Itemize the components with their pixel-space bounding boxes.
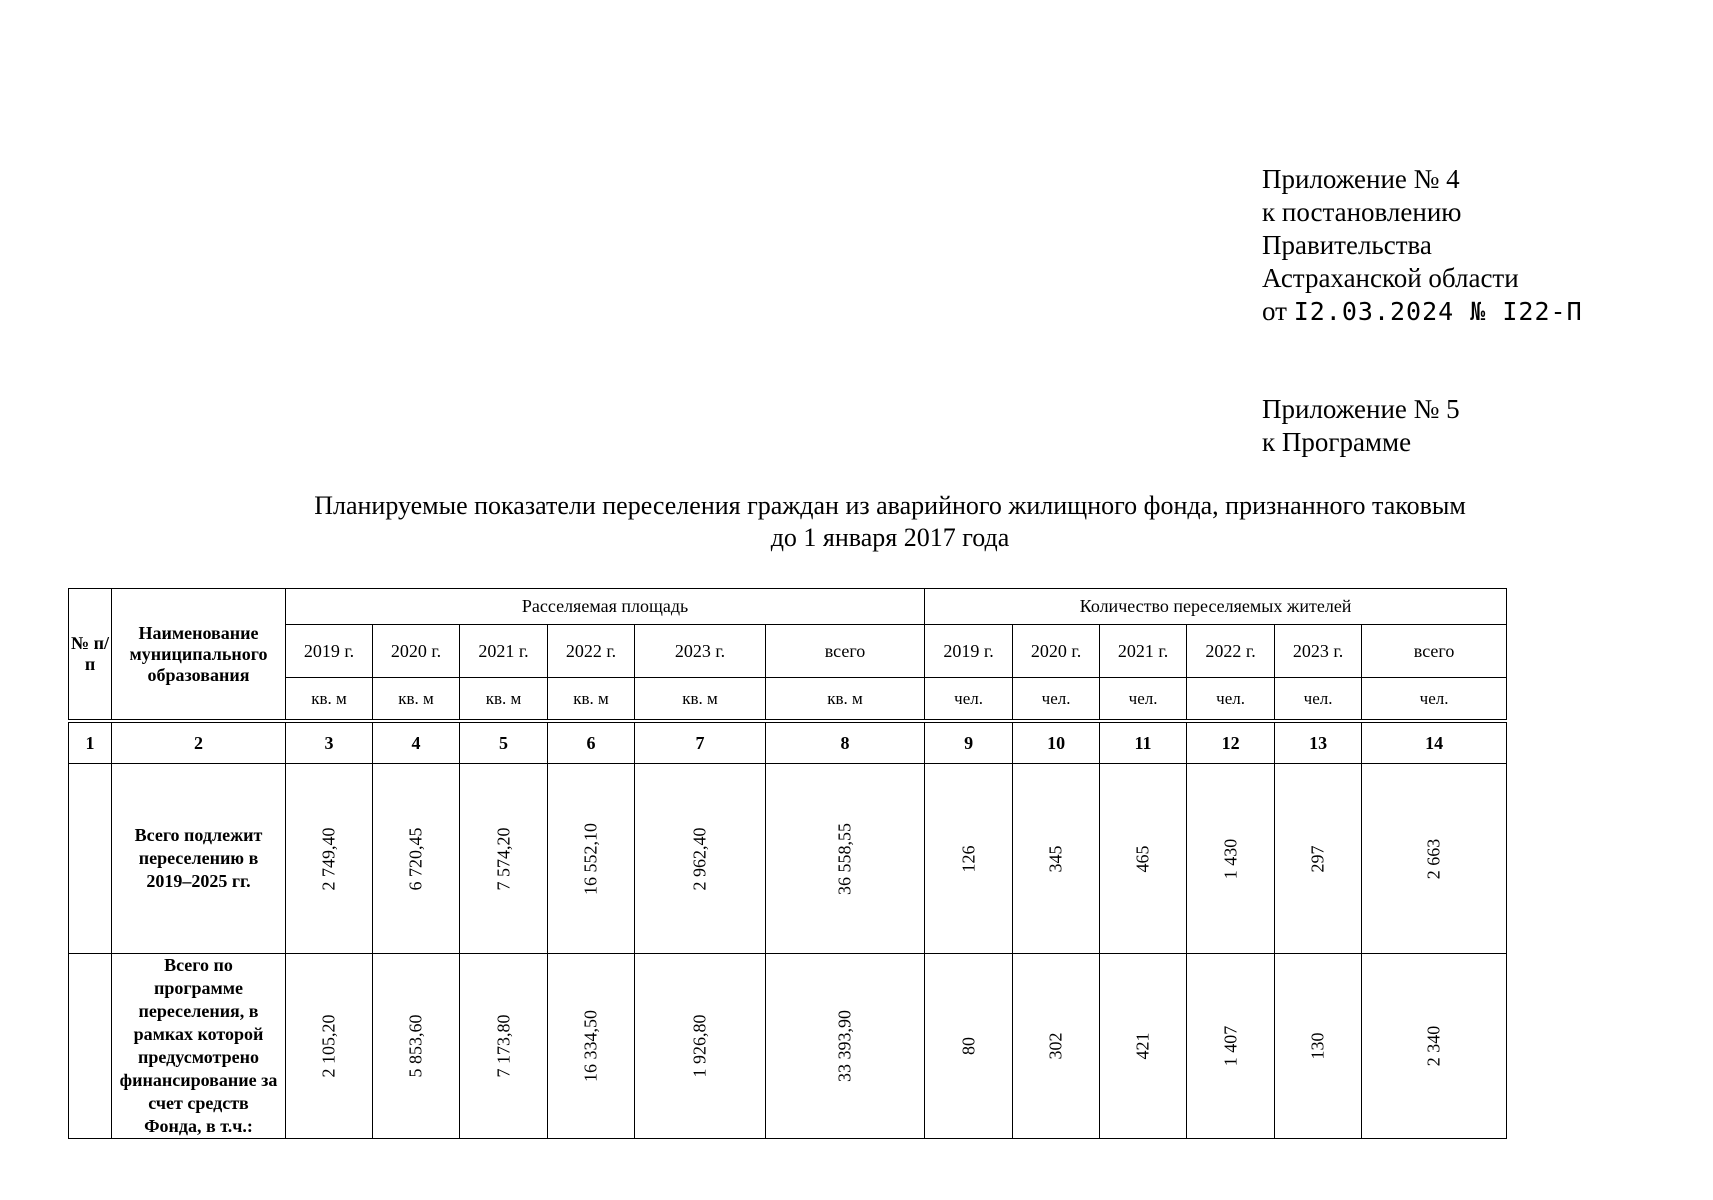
unit-area: кв. м xyxy=(373,678,460,722)
table-row xyxy=(69,954,1507,1139)
column-number: 7 xyxy=(635,721,766,764)
cell-value: 465 xyxy=(1132,845,1153,872)
annex-4-title: Приложение № 4 xyxy=(1262,164,1460,194)
table-cell xyxy=(925,954,1013,1139)
cell-value: 126 xyxy=(958,845,979,872)
table-cell xyxy=(1013,764,1100,954)
header-people-year: 2020 г. xyxy=(1013,625,1100,678)
column-number: 4 xyxy=(373,721,460,764)
cell-value: 1 926,80 xyxy=(689,1014,710,1078)
cell-value: 7 173,80 xyxy=(493,1014,513,1078)
unit-people: чел. xyxy=(1187,678,1275,722)
title-line-1: Планируемые показатели переселения граждан из аварийного жилищного фонда, признанного таковым xyxy=(314,491,1466,520)
cell-value: 297 xyxy=(1307,845,1328,872)
annex-4-line: Астраханской области xyxy=(1262,263,1519,293)
column-number: 3 xyxy=(286,721,373,764)
annex-5-title: Приложение № 5 xyxy=(1262,394,1460,424)
table-cell xyxy=(925,764,1013,954)
unit-area: кв. м xyxy=(286,678,373,722)
header-area-year: 2023 г. xyxy=(635,625,766,678)
annex-4-line: к постановлению xyxy=(1262,197,1462,227)
table-cell xyxy=(373,764,460,954)
table-cell xyxy=(460,764,548,954)
table-cell xyxy=(1100,954,1187,1139)
header-people-group: Количество переселяемых жителей xyxy=(925,589,1507,625)
table-cell xyxy=(1100,764,1187,954)
date-prefix: от xyxy=(1262,296,1287,326)
header-people-year: 2022 г. xyxy=(1187,625,1275,678)
cell-value: 16 552,10 xyxy=(580,822,601,895)
table-cell xyxy=(1275,954,1362,1139)
table-cell xyxy=(460,954,548,1139)
cell-value: 2 962,40 xyxy=(689,827,710,890)
column-number: 14 xyxy=(1362,721,1507,764)
column-number-row xyxy=(69,721,1507,764)
cell-value: 36 558,55 xyxy=(834,822,855,895)
unit-area: кв. м xyxy=(548,678,635,722)
column-number: 11 xyxy=(1100,721,1187,764)
column-number: 5 xyxy=(460,721,548,764)
cell-value: 80 xyxy=(958,1037,979,1055)
column-number: 6 xyxy=(548,721,635,764)
table-cell xyxy=(635,954,766,1139)
table-cell xyxy=(1275,764,1362,954)
cell-value: 2 663 xyxy=(1423,838,1444,879)
annex-4-block xyxy=(1262,163,1583,328)
table-cell xyxy=(766,764,925,954)
annex-4-date-line xyxy=(1262,295,1583,328)
table-cell xyxy=(373,954,460,1139)
column-number: 8 xyxy=(766,721,925,764)
title-line-2: до 1 января 2017 года xyxy=(770,523,1010,552)
table-cell xyxy=(286,954,373,1139)
header-people-total: всего xyxy=(1362,625,1507,678)
column-number: 2 xyxy=(112,721,286,764)
table-cell xyxy=(1362,954,1507,1139)
unit-area: кв. м xyxy=(460,678,548,722)
table-cell xyxy=(1362,764,1507,954)
header-people-year: 2019 г. xyxy=(925,625,1013,678)
table-cell xyxy=(1187,954,1275,1139)
cell-value: 421 xyxy=(1132,1032,1153,1060)
annex-4-line: Правительства xyxy=(1262,230,1432,260)
header-num: № п/п xyxy=(69,589,112,722)
cell-value: 16 334,50 xyxy=(580,1010,601,1082)
unit-people: чел. xyxy=(1100,678,1187,722)
header-area-group: Расселяемая площадь xyxy=(286,589,925,625)
header-area-year: 2019 г. xyxy=(286,625,373,678)
unit-area: кв. м xyxy=(766,678,925,722)
row-number xyxy=(69,954,112,1139)
table-cell xyxy=(766,954,925,1139)
unit-people: чел. xyxy=(1362,678,1507,722)
cell-value: 33 393,90 xyxy=(834,1010,855,1082)
cell-value: 130 xyxy=(1307,1032,1328,1060)
cell-value: 2 340 xyxy=(1423,1025,1444,1067)
table-cell xyxy=(635,764,766,954)
cell-value: 5 853,60 xyxy=(405,1014,426,1078)
cell-value: 302 xyxy=(1045,1032,1066,1060)
row-number xyxy=(69,764,112,954)
annex-5-line: к Программе xyxy=(1262,427,1412,457)
header-people-year: 2021 г. xyxy=(1100,625,1187,678)
column-number: 9 xyxy=(925,721,1013,764)
column-number: 10 xyxy=(1013,721,1100,764)
header-area-year: 2021 г. xyxy=(460,625,548,678)
cell-value: 1 407 xyxy=(1220,1025,1241,1067)
table-cell xyxy=(548,764,635,954)
cell-value: 345 xyxy=(1045,845,1066,872)
header-area-year: 2020 г. xyxy=(373,625,460,678)
column-number: 1 xyxy=(69,721,112,764)
header-people-year: 2023 г. xyxy=(1275,625,1362,678)
cell-value: 1 430 xyxy=(1220,838,1241,879)
annex-5-block xyxy=(1262,393,1460,459)
resettlement-table xyxy=(68,588,1507,1139)
column-number: 13 xyxy=(1275,721,1362,764)
unit-area: кв. м xyxy=(635,678,766,722)
header-area-year: 2022 г. xyxy=(548,625,635,678)
cell-value: 2 749,40 xyxy=(318,827,339,890)
header-row-groups xyxy=(69,589,1507,625)
unit-people: чел. xyxy=(1013,678,1100,722)
header-name: Наименование муниципального образования xyxy=(112,589,286,722)
table-row xyxy=(69,764,1507,954)
table-cell xyxy=(286,764,373,954)
table-cell xyxy=(548,954,635,1139)
table-cell xyxy=(1013,954,1100,1139)
column-number: 12 xyxy=(1187,721,1275,764)
row-name: Всего по программе переселения, в рамках которой предусмотрено финансирование за счет средств Фонда, в т.ч.: xyxy=(112,954,286,1139)
document-title xyxy=(160,490,1620,554)
cell-value: 6 720,45 xyxy=(405,827,426,890)
unit-people: чел. xyxy=(1275,678,1362,722)
table-cell xyxy=(1187,764,1275,954)
date-and-number: I2.03.2024 № I22-П xyxy=(1293,297,1583,326)
header-area-total: всего xyxy=(766,625,925,678)
cell-value: 7 574,20 xyxy=(493,827,513,890)
unit-people: чел. xyxy=(925,678,1013,722)
row-name: Всего подлежит переселению в 2019–2025 гг. xyxy=(112,764,286,954)
cell-value: 2 105,20 xyxy=(318,1014,339,1078)
